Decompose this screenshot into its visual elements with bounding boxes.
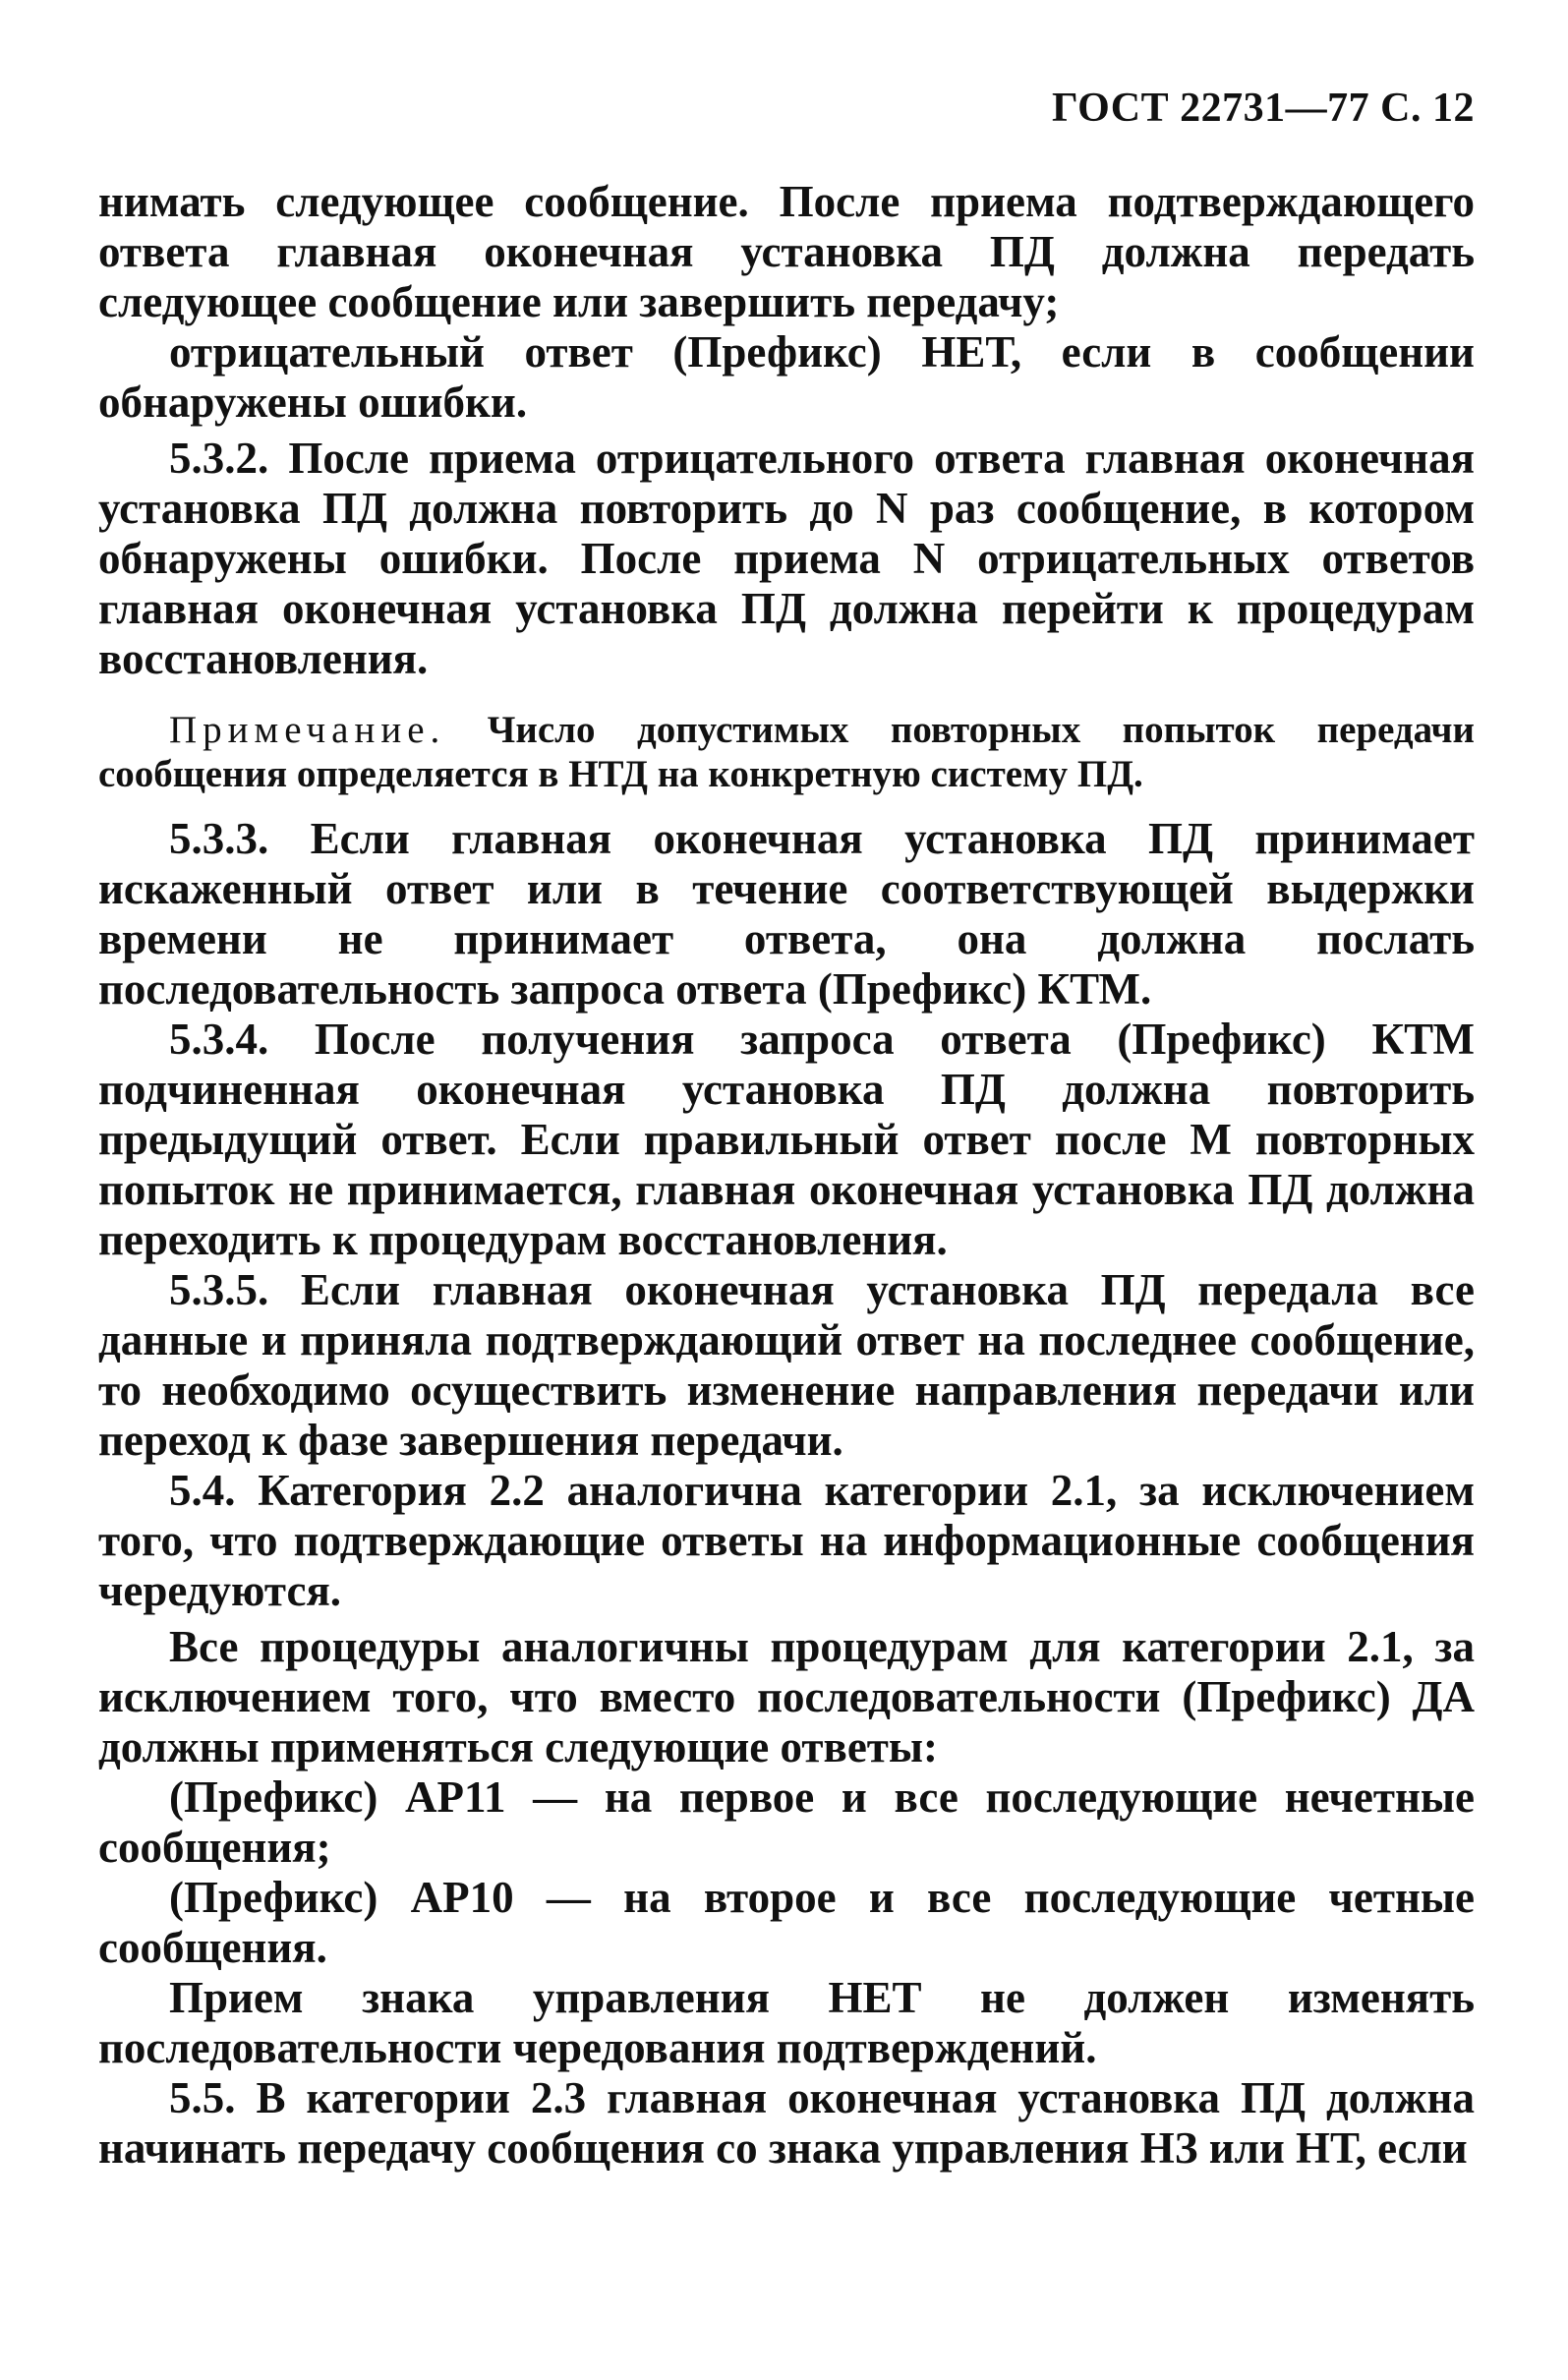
note	[98, 708, 1475, 796]
paragraph: нимать следующее сообщение. После приема подтверждающего ответа главная оконечная установка ПД должна передать следующее сообщение или завершить передачу;	[98, 177, 1475, 326]
paragraph: 5.5. В категории 2.3 главная оконечная установка ПД должна начинать передачу сообщения со знака управления НЗ или НТ, если	[98, 2073, 1475, 2173]
document-body	[98, 177, 1475, 2174]
paragraph: 5.3.2. После приема отрицательного ответа главная оконечная установка ПД должна повторить до N раз сообщение, в котором обнаружены ошибки. После приема N отрицательных ответов главная оконечная установка ПД должна перейти к процедурам восстановления.	[98, 434, 1475, 683]
page-header: ГОСТ 22731—77 С. 12	[1051, 86, 1475, 131]
paragraph: 5.3.3. Если главная оконечная установка ПД принимает искаженный ответ или в течение соответствующей выдержки времени не принимает ответа, она должна послать последовательность запроса ответа (Префикс) КТМ.	[98, 814, 1475, 1014]
paragraph: 5.4. Категория 2.2 аналогична категории 2.1, за исключением того, что подтверждающие ответы на информационные сообщения чередуются.	[98, 1466, 1475, 1615]
paragraph: Все процедуры аналогичны процедурам для категории 2.1, за исключением того, что вместо последовательности (Префикс) ДА должны применяться следующие ответы:	[98, 1622, 1475, 1771]
paragraph: отрицательный ответ (Префикс) НЕТ, если в сообщении обнаружены ошибки.	[98, 327, 1475, 427]
paragraph: (Префикс) АР10 — на второе и все последующие четные сообщения.	[98, 1873, 1475, 1972]
paragraph: (Префикс) АР11 — на первое и все последующие нечетные сообщения;	[98, 1772, 1475, 1872]
note-text: Число допустимых повторных попыток передачи сообщения определяется в НТД на конкретную систему ПД.	[98, 709, 1476, 795]
paragraph: 5.3.4. После получения запроса ответа (Префикс) КТМ подчиненная оконечная установка ПД должна повторить предыдущий ответ. Если правильный ответ после М повторных попыток не принимается, главная оконечная установка ПД должна переходить к процедурам восстановления.	[98, 1015, 1475, 1264]
paragraph: Прием знака управления НЕТ не должен изменять последовательности чередования подтверждений.	[98, 1973, 1475, 2072]
note-label: Примечание.	[169, 709, 446, 751]
paragraph: 5.3.5. Если главная оконечная установка ПД передала все данные и приняла подтверждающий ответ на последнее сообщение, то необходимо осуществить изменение направления передачи или переход к фазе завершения передачи.	[98, 1265, 1475, 1465]
